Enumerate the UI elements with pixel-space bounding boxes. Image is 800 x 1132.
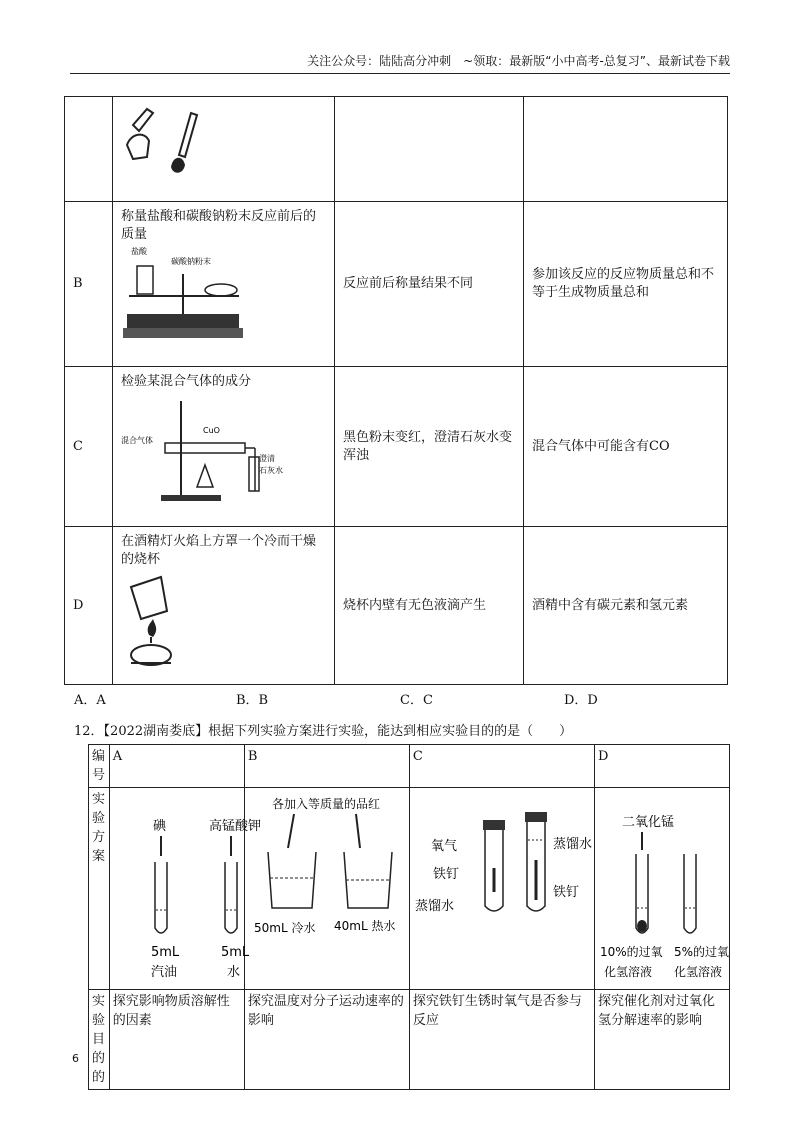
header-cell: B: [244, 745, 409, 788]
row-desc: [113, 527, 335, 685]
fig-label: 铁钉: [432, 867, 459, 882]
balance-illustration: [121, 244, 251, 344]
fig-label: 10%的过氧: [600, 945, 663, 959]
fig-label: CuO: [203, 426, 220, 435]
fig-label: 碘: [152, 819, 166, 834]
row-desc: [113, 97, 335, 202]
row-label: [65, 97, 113, 202]
row-phenomenon: 反应前后称量结果不同: [335, 202, 524, 367]
row-desc: [113, 367, 335, 527]
header-cell: A: [109, 745, 244, 788]
table-row: [65, 367, 728, 527]
fig-label: 混合气体: [121, 436, 153, 445]
scheme-d-illustration: [598, 790, 730, 980]
experiment-table-2: [88, 744, 730, 1090]
header-cell: 编号: [89, 745, 110, 788]
row-phenomenon: [335, 97, 524, 202]
purpose-cell: 探究催化剂对过氧化氢分解速率的影响: [595, 990, 730, 1090]
fig-label: 5mL: [220, 945, 249, 960]
option-d[interactable]: D．D: [564, 693, 598, 708]
purpose-cell: 探究影响物质溶解性的因素: [109, 990, 244, 1090]
table-header-row: [89, 745, 730, 788]
header-divider: [70, 73, 730, 74]
row-desc-text: 称量盐酸和碳酸钠粉末反应前后的质量: [121, 209, 317, 242]
page-header: 关注公众号：陆陆高分冲刺 ~领取：最新版“小中高考-总复习”、最新试卷下载: [307, 54, 730, 68]
scheme-c: [409, 788, 594, 990]
fig-label: 各加入等质量的品红: [271, 797, 380, 811]
row-label: B: [65, 202, 113, 367]
fig-label: 氧气: [430, 839, 457, 854]
test-tube-flame-illustration: [121, 103, 241, 183]
fig-label: 汽油: [150, 965, 177, 980]
scheme-c-illustration: [413, 790, 591, 980]
purpose-cell: 探究铁钉生锈时氧气是否参与反应: [409, 990, 594, 1090]
row-label: C: [65, 367, 113, 527]
row-desc: [113, 202, 335, 367]
table-row: [89, 990, 730, 1090]
table-row: [65, 202, 728, 367]
fig-label: 5mL: [150, 945, 179, 960]
header-cell: D: [595, 745, 730, 788]
scheme-a: [109, 788, 261, 990]
fig-label: 碳酸钠粉末: [171, 257, 211, 266]
fig-label: 石灰水: [259, 466, 283, 475]
row-label: D: [65, 527, 113, 685]
scheme-b: [244, 788, 409, 990]
fig-label: 50mL 冷水: [253, 921, 316, 935]
fig-label: 40mL 热水: [333, 919, 396, 933]
fig-label: 二氧化锰: [622, 815, 675, 830]
row-desc-text: 检验某混合气体的成分: [121, 374, 252, 389]
experiment-table-1: [64, 96, 728, 685]
header-cell: C: [409, 745, 594, 788]
row-label: 实验方案: [89, 788, 110, 990]
row-phenomenon: 烧杯内壁有无色液滴产生: [335, 527, 524, 685]
fig-label: 蒸馏水: [414, 899, 454, 914]
fig-label: 化氢溶液: [604, 965, 653, 979]
option-a[interactable]: A．A: [74, 693, 106, 708]
fig-label: 水: [226, 965, 240, 980]
question-12: 12．【2022湖南娄底】根据下列实验方案进行实验，能达到相应实验目的的是（ ）: [74, 724, 573, 739]
page-number: 6: [72, 1052, 79, 1065]
scheme-b-illustration: [248, 790, 406, 980]
row-conclusion: 参加该反应的反应物质量总和不等于生成物质量总和: [524, 202, 728, 367]
row-desc-text: 在酒精灯火焰上方罩一个冷而干燥的烧杯: [121, 534, 317, 567]
row-conclusion: [524, 97, 728, 202]
option-c[interactable]: C．C: [400, 693, 433, 708]
fig-label: 盐酸: [131, 247, 147, 256]
table-row: [65, 97, 728, 202]
table-row: [65, 527, 728, 685]
row-phenomenon: 黑色粉末变红，澄清石灰水变浑浊: [335, 367, 524, 527]
scheme-a-illustration: [113, 790, 261, 980]
fig-label: 化氢溶液: [674, 965, 723, 979]
gas-test-apparatus-illustration: [121, 391, 281, 511]
fig-label: 5%的过氧: [674, 945, 730, 959]
fig-label: 高锰酸钾: [208, 819, 261, 834]
option-b[interactable]: B．B: [236, 693, 269, 708]
fig-label: 铁钉: [552, 885, 579, 900]
row-conclusion: 酒精中含有碳元素和氢元素: [524, 527, 728, 685]
purpose-cell: 探究温度对分子运动速率的影响: [244, 990, 409, 1090]
fig-label: 蒸馏水: [552, 837, 592, 852]
scheme-d: [595, 788, 730, 990]
fig-label: 澄清: [259, 454, 275, 463]
row-label: 实验目的的: [89, 990, 110, 1090]
table-row: [89, 788, 730, 990]
alcohol-lamp-beaker-illustration: [121, 569, 191, 669]
row-conclusion: 混合气体中可能含有CO: [524, 367, 728, 527]
